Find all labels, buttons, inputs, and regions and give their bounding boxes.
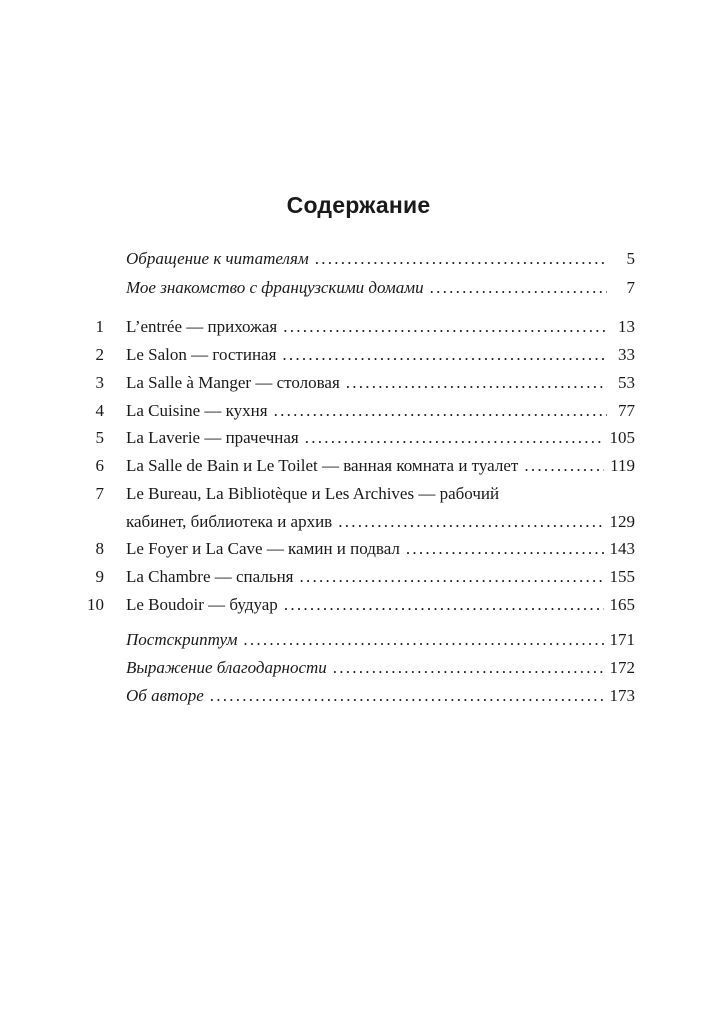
toc-leader-dots	[338, 509, 603, 535]
toc-page-number: 5	[626, 249, 635, 268]
toc-page-number: 173	[609, 686, 635, 705]
toc-page-number: 7	[626, 278, 635, 297]
toc-chapter-number: 6	[95, 456, 104, 475]
toc-entry-label: L’entrée — прихожая	[126, 317, 278, 336]
toc-chapter-number: 5	[95, 428, 104, 447]
toc-entry-label: Обращение к читателям	[126, 249, 309, 268]
toc-leader-dots	[346, 370, 607, 396]
toc-entry-label: Le Salon — гостиная	[126, 345, 277, 364]
toc-entry-label: Le Boudoir — будуар	[126, 595, 278, 614]
toc-chapter-number: 1	[95, 317, 104, 336]
toc-leader-dots	[274, 398, 607, 424]
toc-chapter-number: 9	[95, 567, 104, 586]
toc-entry-label: La Salle de Bain и Le Toilet — ванная комната и туалет	[126, 456, 519, 475]
toc-entry[interactable]	[80, 481, 635, 507]
toc-entry-label: Выражение благодарности	[126, 658, 327, 677]
toc-entry[interactable]	[80, 425, 635, 451]
toc-entry[interactable]	[80, 683, 635, 709]
toc-chapter-number: 10	[87, 595, 104, 614]
toc-entry[interactable]	[80, 536, 635, 562]
toc-entry[interactable]	[80, 342, 635, 368]
toc-leader-dots	[524, 453, 604, 479]
toc-entry[interactable]	[80, 655, 635, 681]
toc-leader-dots	[430, 275, 607, 301]
toc-entry[interactable]	[80, 627, 635, 653]
toc-entry-label: La Chambre — спальня	[126, 567, 294, 586]
toc-leader-dots	[283, 314, 607, 340]
toc-entry[interactable]	[80, 453, 635, 479]
toc-entry-label: La Laverie — прачечная	[126, 428, 299, 447]
toc-entry-label: Об авторе	[126, 686, 204, 705]
toc-page-number: 171	[609, 630, 635, 649]
toc-chapter-number: 4	[95, 401, 104, 420]
toc-entry[interactable]	[80, 592, 635, 618]
toc-page-number: 172	[609, 658, 635, 677]
toc-page-number: 155	[609, 567, 635, 586]
toc-page-number: 143	[609, 539, 635, 558]
toc-leader-dots	[333, 655, 604, 681]
toc-page-number: 53	[618, 373, 635, 392]
toc-entry[interactable]	[80, 370, 635, 396]
toc-leader-dots	[284, 592, 604, 618]
toc-leader-dots	[210, 683, 604, 709]
toc-page-number: 77	[618, 401, 635, 420]
toc-entry[interactable]	[80, 314, 635, 340]
toc-chapter-number: 2	[95, 345, 104, 364]
toc-page-number: 165	[609, 595, 635, 614]
toc-page-number: 33	[618, 345, 635, 364]
toc-entry-label: Мое знакомство с французскими домами	[126, 278, 424, 297]
toc-entry[interactable]	[80, 275, 635, 301]
toc-page-number: 13	[618, 317, 635, 336]
toc-page-number: 105	[609, 428, 635, 447]
toc-chapter-number: 7	[95, 484, 104, 503]
toc-entry-label: La Cuisine — кухня	[126, 401, 268, 420]
toc-entry[interactable]	[80, 398, 635, 424]
toc-leader-dots	[315, 246, 607, 272]
toc-leader-dots	[282, 342, 607, 368]
toc-entry-continuation[interactable]	[80, 509, 635, 535]
toc-leader-dots	[406, 536, 604, 562]
toc-entry-label: Le Foyer и La Cave — камин и подвал	[126, 539, 400, 558]
toc-entry-label-continuation: кабинет, библиотека и архив	[126, 512, 333, 531]
toc-entry-label: Постскриптум	[126, 630, 238, 649]
toc-page-number: 119	[610, 456, 635, 475]
toc-leader-dots	[243, 627, 603, 653]
page-title: Содержание	[286, 192, 431, 218]
toc-leader-dots	[305, 425, 604, 451]
toc-entry[interactable]	[80, 246, 635, 272]
toc-leader-dots	[300, 564, 604, 590]
toc-page-number: 129	[609, 512, 635, 531]
toc-entry-label: Le Bureau, La Bibliotèque и Les Archives — рабочий	[126, 484, 500, 503]
toc-chapter-number: 8	[95, 539, 104, 558]
toc-entry[interactable]	[80, 564, 635, 590]
toc-entry-label: La Salle à Manger — столовая	[126, 373, 340, 392]
toc-chapter-number: 3	[95, 373, 104, 392]
